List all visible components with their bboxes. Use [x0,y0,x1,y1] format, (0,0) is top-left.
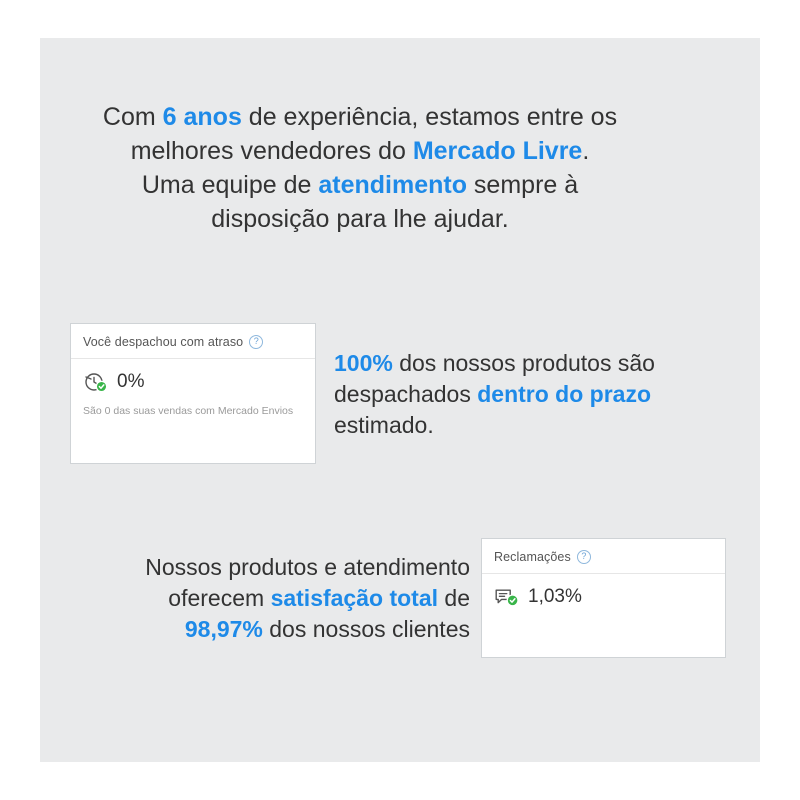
headline-line1-part1: Com [102,103,163,131]
headline-line1-part3: de experiência, estamos entre os [241,103,618,131]
shipping-delay-card [70,323,316,464]
headline-line3-part1: Uma equipe de [141,171,319,199]
shipping-deadline-highlight: dentro do prazo [477,381,652,407]
satisfaction-statement-part5: dos nossos clientes [262,616,470,642]
headline-line2-part1: melhores vendedores do [130,137,413,165]
claims-card-title: Reclamações [494,550,571,564]
headline-marketplace-highlight: Mercado Livre [412,137,583,165]
shipping-card-note: São 0 das suas vendas com Mercado Envios [83,405,294,417]
claims-card-header [482,539,725,574]
shipping-card-title: Você despachou com atraso [83,335,244,349]
claims-metric-row [494,586,713,608]
claims-value: 1,03% [528,586,582,607]
shipping-card-body [71,359,315,418]
headline-line2-part3: . [582,137,590,165]
shipping-metric-row [83,371,303,393]
satisfaction-percent-highlight: 98,97% [184,616,263,642]
page-title [60,100,660,236]
satisfaction-statement-part3: de [438,585,470,611]
shipping-statement-part4: estimado. [334,412,434,438]
chat-check-icon [494,586,520,608]
shipping-card-header [71,324,315,359]
help-icon[interactable]: ? [577,550,591,564]
satisfaction-highlight: satisfação total [270,585,439,611]
headline-years-highlight: 6 anos [162,103,242,131]
help-icon[interactable]: ? [249,335,263,349]
claims-card [481,538,726,658]
headline-support-highlight: atendimento [318,171,467,199]
satisfaction-statement-part1: Nossos produtos e atendimento oferecem [145,554,470,611]
shipping-delay-value: 0% [117,371,145,392]
claims-card-body [482,574,725,608]
shipping-statement-part2: dos nossos produtos são despachados [334,350,655,407]
headline-line4: disposição para lhe ajudar. [211,205,509,233]
clock-check-icon [83,371,109,393]
shipping-percent-highlight: 100% [334,350,393,376]
satisfaction-statement [84,552,470,645]
shipping-statement [334,348,724,441]
headline-line3-part3: sempre à [466,171,579,199]
